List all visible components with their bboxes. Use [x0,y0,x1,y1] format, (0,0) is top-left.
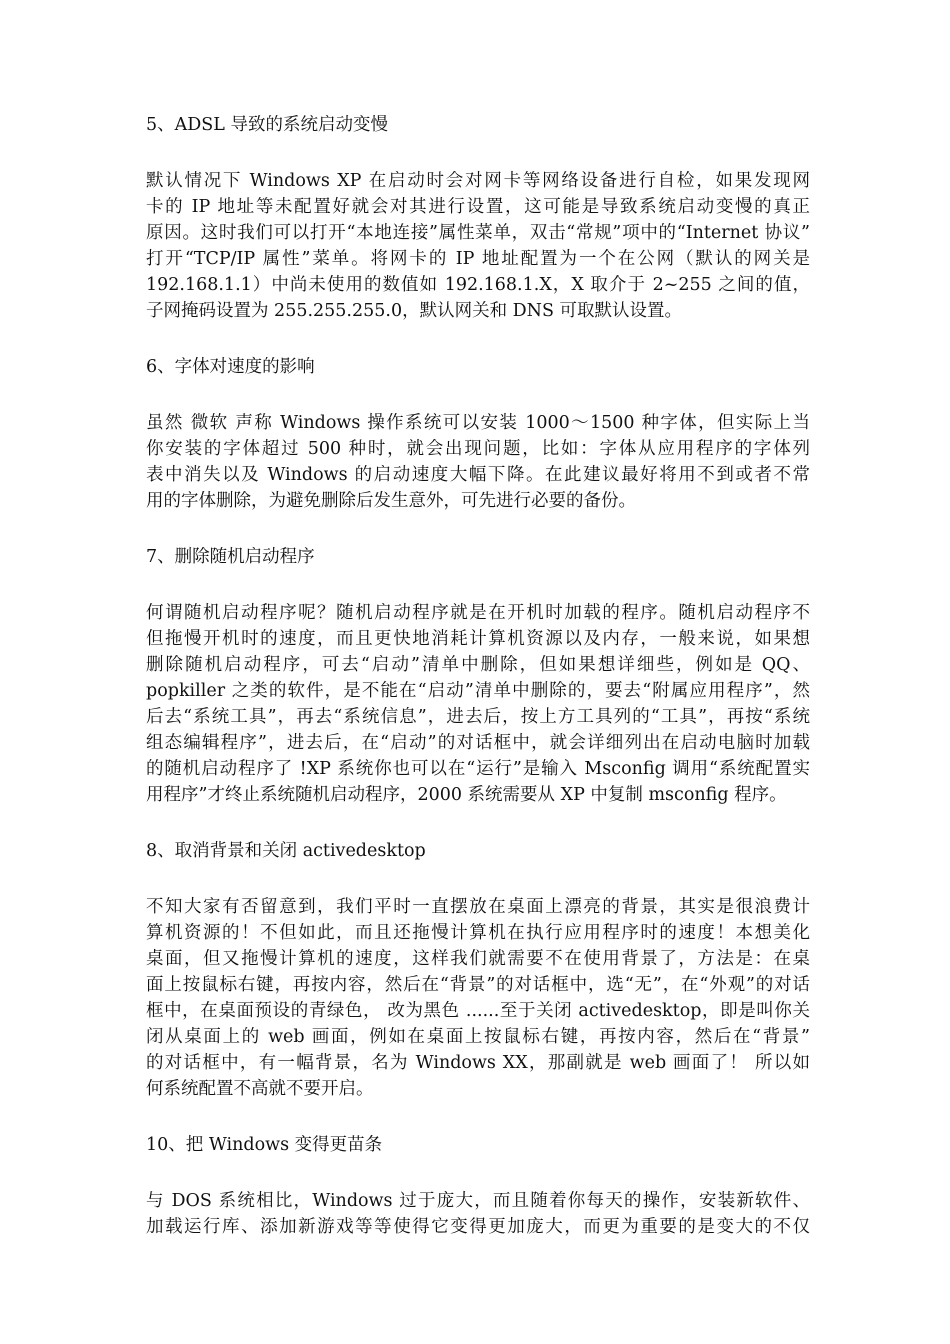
section-adsl [146,112,810,324]
paragraph-line: 算机资源的！不但如此，而且还拖慢计算机在执行应用程序时的速度！本想美化 [146,923,810,943]
section-heading: 8、取消背景和关闭 activedesktop [146,841,426,861]
section-paragraph [146,410,810,514]
section-background-activedesktop [146,838,810,1102]
section-paragraph [146,168,810,324]
paragraph-line: 何系统配置不高就不要开启。 [146,1079,374,1099]
section-paragraph [146,894,810,1102]
paragraph-line: 默认情况下 Windows XP 在启动时会对网卡等网络设备进行自检，如果发现网 [146,171,810,191]
section-paragraph [146,600,810,808]
paragraph-line: 何谓随机启动程序呢？随机启动程序就是在开机时加载的程序。随机启动程序不 [146,603,810,623]
paragraph-line: 打开“TCP/IP 属性”菜单。将网卡的 IP 地址配置为一个在公网（默认的网关是 [146,249,810,269]
paragraph-line: 面上按鼠标右键，再按内容，然后在“背景”的对话框中，选“无”，在“外观”的对话 [146,975,810,995]
paragraph-line: 用的字体删除，为避免删除后发生意外，可先进行必要的备份。 [146,491,636,511]
paragraph-line: 表中消失以及 Windows 的启动速度大幅下降。在此建议最好将用不到或者不常 [146,465,810,485]
paragraph-line: popkiller 之类的软件，是不能在“启动”清单中删除的，要去“附属应用程序”，然 [146,681,810,701]
section-heading: 7、删除随机启动程序 [146,547,315,567]
paragraph-line: 192.168.1.1）中尚未使用的数值如 192.168.1.X，X 取介于 2~255 之间的值， [146,275,810,295]
paragraph-line: 但拖慢开机时的速度，而且更快地消耗计算机资源以及内存，一般来说，如果想 [146,629,810,649]
paragraph-line: 虽然 微软 声称 Windows 操作系统可以安装 1000～1500 种字体，但实际上当 [146,413,810,433]
section-startup-programs [146,544,810,808]
paragraph-line: 框中，在桌面预设的青绿色， 改为黑色 ......至于关闭 activedesktop，即是叫你关 [146,1001,810,1021]
section-heading: 6、字体对速度的影响 [146,357,315,377]
section-heading: 10、把 Windows 变得更苗条 [146,1135,383,1155]
paragraph-line: 闭从桌面上的 web 画面，例如在桌面上按鼠标右键，再按内容，然后在“背景” [146,1027,810,1047]
paragraph-line: 后去“系统工具”，再去“系统信息”，进去后，按上方工具列的“工具”，再按“系统 [146,707,810,727]
paragraph-line: 子网掩码设置为 255.255.255.0，默认网关和 DNS 可取默认设置。 [146,301,683,321]
paragraph-line: 的对话框中，有一幅背景，名为 Windows XX，那副就是 web 画面了！ 所以如 [146,1053,810,1073]
paragraph-line: 用程序”才终止系统随机启动程序，2000 系统需要从 XP 中复制 msconfig 程序。 [146,785,787,805]
paragraph-line: 与 DOS 系统相比，Windows 过于庞大，而且随着你每天的操作，安装新软件、 [146,1191,810,1211]
paragraph-line: 加载运行库、添加新游戏等等使得它变得更加庞大，而更为重要的是变大的不仅 [146,1217,810,1237]
paragraph-line: 删除随机启动程序，可去“启动”清单中删除，但如果想详细些，例如是 QQ、 [146,655,810,675]
paragraph-line: 组态编辑程序”，进去后，在“启动”的对话框中，就会详细列出在启动电脑时加载 [146,733,810,753]
section-paragraph [146,1188,810,1240]
paragraph-line: 原因。这时我们可以打开“本地连接”属性菜单，双击“常规”项中的“Internet 协议” [146,223,810,243]
section-slim-windows [146,1132,810,1240]
paragraph-line: 的随机启动程序了 !XP 系统你也可以在“运行”是输入 Msconfig 调用“系统配置实 [146,759,810,779]
paragraph-line: 不知大家有否留意到，我们平时一直摆放在桌面上漂亮的背景，其实是很浪费计 [146,897,810,917]
paragraph-line: 桌面，但又拖慢计算机的速度，这样我们就需要不在使用背景了，方法是：在桌 [146,949,810,969]
paragraph-line: 卡的 IP 地址等未配置好就会对其进行设置，这可能是导致系统启动变慢的真正 [146,197,810,217]
section-fonts [146,354,810,514]
document-page [146,112,810,1270]
section-heading: 5、ADSL 导致的系统启动变慢 [146,115,388,135]
paragraph-line: 你安装的字体超过 500 种时，就会出现问题，比如：字体从应用程序的字体列 [146,439,810,459]
